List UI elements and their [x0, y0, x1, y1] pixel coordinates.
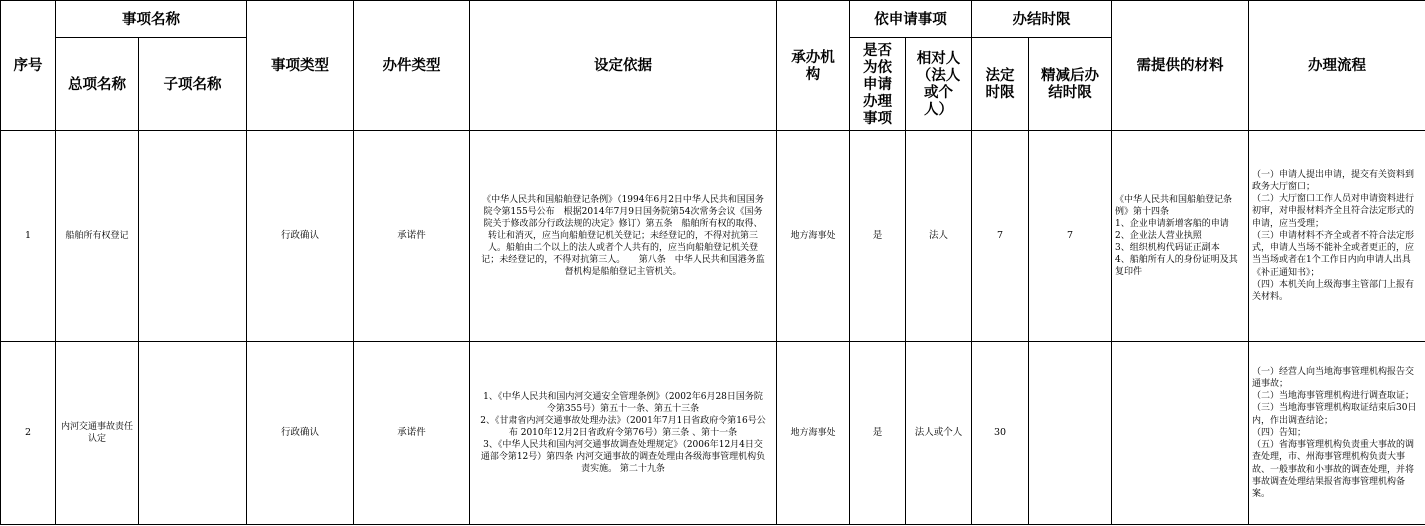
- row-procedure: （一）经营人向当地海事管理机构报告交通事故； （二）当地海事管理机构进行调查取证； （三）当地海事管理机构取证结束后30日内，作出调查结论； （四）告知； （五）省海事管理机构负责重大事故的调查处理，市、州海事管理机构负责大事故、一般事故和小事故的调查处理，并将事故调查处理结果报省海事管理机构备案。: [1249, 342, 1425, 525]
- row-agency: 地方海事处: [777, 342, 850, 525]
- row-agency: 地方海事处: [777, 131, 850, 342]
- row-basis: 《中华人民共和国船舶登记条例》（1994年6月2日中华人民共和国国务院令第155号公布 根据2014年7月9日国务院第54次常务会议《国务院关于修改部分行政法规的决定》修订）第五条 船舶所有权的取得、转让和消灭，应当向船舶登记机关登记；未经登记的，不得对抗第三人。船舶由二个以上的法人或者个人共有的，应当向船舶登记机关登记；未经登记的，不得对抗第三人。 第八条 中华人民共和国港务监督机构是船舶登记主管机关。: [470, 131, 777, 342]
- row-basis: 1、《中华人民共和国内河交通安全管理条例》（2002年6月28日国务院令第355号）第五十一条、第五十三条 2、《甘肃省内河交通事故处理办法》（2001年7月1日省政府令第16号公布 2010年12月2日省政府令第76号）第三条 、第十一条 3、《中华人民共和国内河交通事故调查处理规定》（2006年12月4日交通部令第12号）第四条 内河交通事故的调查处理由各级海事管理机构负责实施。 第二十九条: [470, 342, 777, 525]
- row-seq: 1: [1, 131, 56, 342]
- row-reduced-limit: 7: [1029, 131, 1112, 342]
- header-sub-item: 子项名称: [139, 38, 247, 131]
- header-agency: 承办机构: [777, 1, 850, 131]
- header-item-name: 事项名称: [56, 1, 247, 38]
- header-procedure: 办理流程: [1249, 1, 1425, 131]
- row-item-type: 行政确认: [247, 342, 354, 525]
- header-basis: 设定依据: [470, 1, 777, 131]
- header-main-item: 总项名称: [56, 38, 139, 131]
- row-item-type: 行政确认: [247, 131, 354, 342]
- header-process-type: 办件类型: [354, 1, 470, 131]
- row-seq: 2: [1, 342, 56, 525]
- header-materials: 需提供的材料: [1112, 1, 1249, 131]
- row-legal-limit: 7: [972, 131, 1029, 342]
- row-main-item: 内河交通事故责任认定: [56, 342, 139, 525]
- table-row: [1, 131, 1425, 342]
- header-is-application: 是否 为依 申请 办理 事项: [850, 38, 906, 131]
- row-sub-item: [139, 131, 247, 342]
- row-materials: [1112, 342, 1249, 525]
- row-materials: 《中华人民共和国船舶登记条例》第十四条 1、企业申请新增客船的申请 2、企业法人营业执照 3、组织机构代码证正副本 4、船舶所有人的身份证明及其复印件: [1112, 131, 1249, 342]
- header-item-type: 事项类型: [247, 1, 354, 131]
- header-application: 依申请事项: [850, 1, 972, 38]
- header-seq: 序号: [1, 1, 56, 131]
- header-legal-limit: 法定 时限: [972, 38, 1029, 131]
- row-legal-limit: 30: [972, 342, 1029, 525]
- header-counterpart: 相对人 （法人 或个 人）: [906, 38, 972, 131]
- row-process-type: 承诺件: [354, 342, 470, 525]
- header-time-limit: 办结时限: [972, 1, 1112, 38]
- row-counterpart: 法人或个人: [906, 342, 972, 525]
- row-reduced-limit: [1029, 342, 1112, 525]
- row-main-item: 船舶所有权登记: [56, 131, 139, 342]
- row-procedure: （一）申请人提出申请，提交有关资料到政务大厅窗口； （二）大厅窗口工作人员对申请资料进行初审，对申报材料齐全且符合法定形式的申请，应当受理； （三）申请材料不齐全或者不符合法定形式，申请人当场不能补全或者更正的，应当当场或者在1个工作日内向申请人出具《补正通知书》； （四）本机关向上级海事主管部门上报有关材料。: [1249, 131, 1425, 342]
- row-process-type: 承诺件: [354, 131, 470, 342]
- row-is-application: 是: [850, 131, 906, 342]
- row-counterpart: 法人: [906, 131, 972, 342]
- row-sub-item: [139, 342, 247, 525]
- table-row: [1, 342, 1425, 525]
- row-is-application: 是: [850, 342, 906, 525]
- header-reduced-limit: 精减后办 结时限: [1029, 38, 1112, 131]
